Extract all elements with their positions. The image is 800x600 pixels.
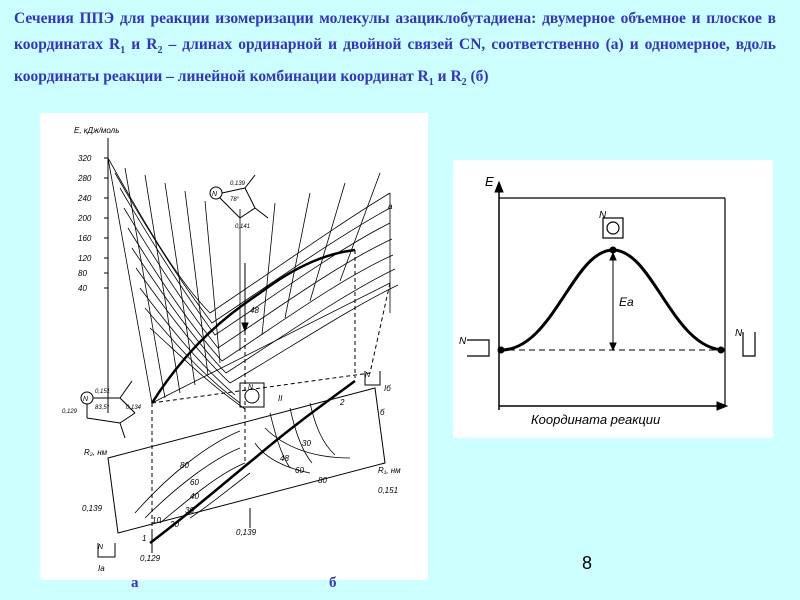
contour-value: 80 bbox=[180, 461, 189, 470]
y-axis-label: E bbox=[485, 174, 494, 189]
barrier-value: 48 bbox=[250, 306, 259, 315]
z-tick-label: 120 bbox=[78, 254, 92, 263]
contour-value: 60 bbox=[295, 466, 304, 475]
tick-label: 0,139 bbox=[236, 528, 257, 537]
z-tick-label: 240 bbox=[78, 194, 92, 203]
product-icon bbox=[743, 332, 755, 356]
tick-label: 0,129 bbox=[140, 554, 161, 563]
end-label: Iб bbox=[384, 384, 391, 393]
z-tick-label: 160 bbox=[78, 234, 92, 243]
bond-length: 0,141 bbox=[235, 224, 251, 230]
atom-label: N bbox=[248, 384, 254, 391]
figure-a-pes-surface bbox=[40, 113, 428, 580]
bond-length: 0,129 bbox=[62, 409, 78, 415]
figure-a-svg bbox=[40, 113, 428, 580]
z-ticks bbox=[104, 158, 108, 288]
caption-b: б bbox=[329, 575, 337, 591]
z-axis-label: E, кДж/моль bbox=[74, 126, 120, 135]
contour-value: 60 bbox=[190, 478, 199, 487]
z-tick-label: 80 bbox=[78, 269, 87, 278]
z-tick-label: 320 bbox=[78, 154, 92, 163]
bond-length: 0,151 bbox=[95, 389, 111, 395]
atom-label: N bbox=[83, 396, 89, 403]
bond-length: 0,139 bbox=[230, 181, 246, 187]
z-tick-label: 200 bbox=[78, 214, 92, 223]
reaction-path-3d bbox=[152, 250, 355, 403]
point-label: 1 bbox=[142, 534, 147, 543]
contour-value: 30 bbox=[185, 506, 194, 515]
atom-label: N bbox=[599, 210, 607, 221]
contour-value: 48 bbox=[280, 454, 289, 463]
figure-b-svg bbox=[453, 160, 773, 438]
atom-label: N bbox=[212, 191, 218, 198]
contour-plane bbox=[108, 388, 385, 533]
ts-label: II bbox=[278, 394, 283, 403]
surface-label: а bbox=[388, 202, 393, 211]
atom-label: N bbox=[98, 544, 104, 551]
bond-angle: 78° bbox=[230, 197, 240, 203]
atom-label: N bbox=[365, 372, 371, 379]
page-number: 8 bbox=[582, 553, 593, 573]
caption-a: а bbox=[131, 575, 139, 591]
barrier-label: Eа bbox=[619, 295, 634, 309]
end-label: Iа bbox=[98, 564, 105, 573]
contour-value: 40 bbox=[190, 492, 199, 501]
contour-value: 30 bbox=[302, 439, 311, 448]
r2-axis-label: R₂, нм bbox=[84, 448, 108, 457]
contour-value: 80 bbox=[318, 476, 327, 485]
point-label: 2 bbox=[340, 398, 345, 407]
tick-label: 0,151 bbox=[378, 486, 399, 495]
contour-value: 10 bbox=[152, 516, 161, 525]
z-tick-label: 40 bbox=[78, 284, 87, 293]
contour-value: 20 bbox=[170, 520, 179, 529]
bond-length: 0,134 bbox=[126, 405, 142, 411]
contour-label: б bbox=[380, 408, 385, 417]
atom-label: N bbox=[459, 336, 467, 347]
contour-lines bbox=[135, 403, 350, 523]
r1-axis-label: R₁, нм bbox=[378, 466, 401, 475]
bond-angle: 83,5° bbox=[95, 405, 110, 411]
z-tick-label: 280 bbox=[78, 174, 92, 183]
tick-label: 0,139 bbox=[82, 504, 103, 513]
x-axis-label: Координата реакции bbox=[531, 412, 661, 427]
figure-b-reaction-profile bbox=[453, 160, 773, 438]
ts-box-icon bbox=[603, 218, 623, 238]
slide-title: Сечения ППЭ для реакции изомеризации молекулы азациклобутадиена: двумерное объемное и плоское в координатах $R_1$ и $R_2$ – длинах ординарной и двойной связей CN, соответственно (а) и одномерное, вдоль координаты реакции – линейной комбинации координат $R_1$ и $R_2$ (б) bbox=[14, 10, 776, 89]
atom-label: N bbox=[735, 328, 743, 339]
reactant-icon bbox=[467, 340, 489, 356]
